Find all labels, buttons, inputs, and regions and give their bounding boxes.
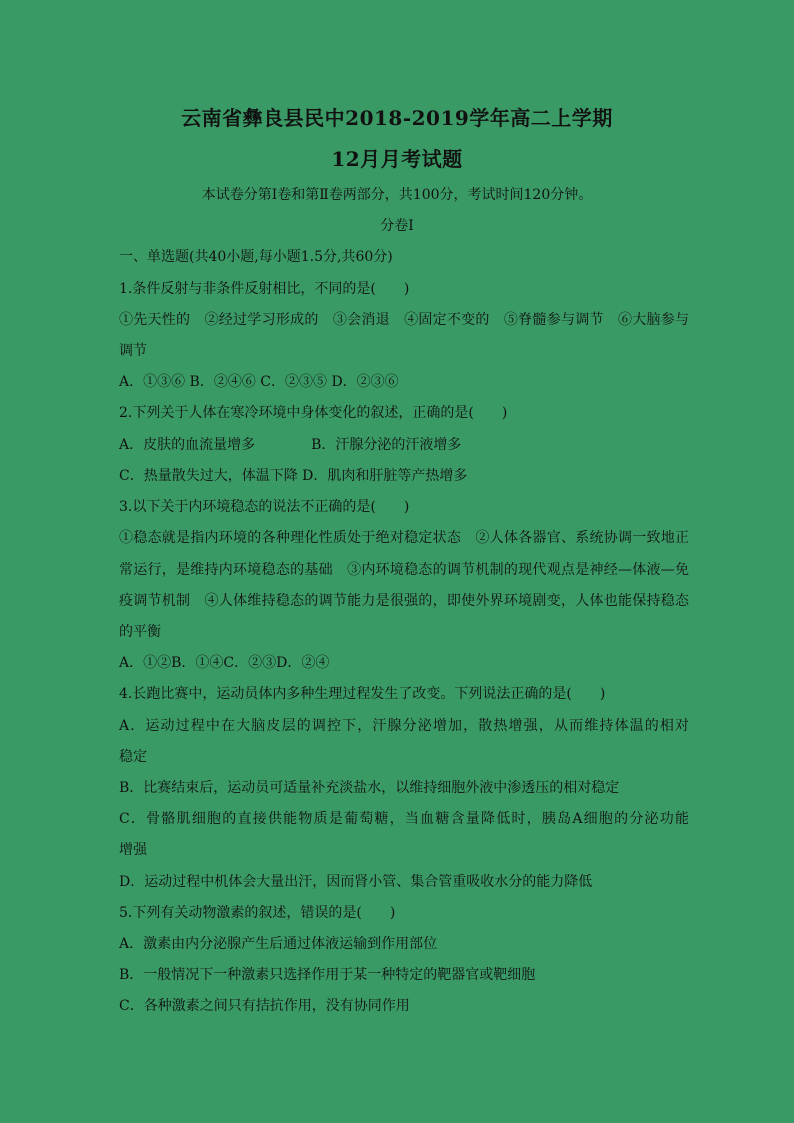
question-4-option-c-line1: C．骨骼肌细胞的直接供能物质是葡萄糖，当血糖含量降低时，胰岛A细胞的分泌功能 <box>119 811 689 827</box>
section-heading: 一、单选题(共40小题,每小题1.5分,共60分) <box>119 249 393 265</box>
question-2-options-line1: A．皮肤的血流量增多 B．汗腺分泌的汗液增多 <box>119 437 462 453</box>
question-2-stem: 2.下列关于人体在寒冷环境中身体变化的叙述，正确的是( ) <box>119 405 508 421</box>
exam-intro: 本试卷分第Ⅰ卷和第Ⅱ卷两部分，共100分，考试时间120分钟。 <box>201 187 593 203</box>
question-3-line2: 常运行，是维持内环境稳态的基础 ③内环境稳态的调节机制的现代观点是神经—体液—免 <box>119 562 689 578</box>
question-1-stem: 1.条件反射与非条件反射相比，不同的是( ) <box>119 281 410 297</box>
question-3-line3: 疫调节机制 ④人体维持稳态的调节能力是很强的，即使外界环境剧变，人体也能保持稳态 <box>119 593 689 609</box>
question-3-stem: 3.以下关于内环境稳态的说法不正确的是( ) <box>119 499 410 515</box>
question-1-items-line2: 调节 <box>119 343 147 359</box>
question-4-stem: 4.长跑比赛中，运动员体内多种生理过程发生了改变。下列说法正确的是( ) <box>119 686 606 702</box>
question-3-line1: ①稳态就是指内环境的各种理化性质处于绝对稳定状态 ②人体各器官、系统协调一致地正 <box>119 530 689 546</box>
question-5-option-b: B．一般情况下一种激素只选择作用于某一种特定的靶器官或靶细胞 <box>119 967 536 983</box>
part-label: 分卷I <box>380 218 414 234</box>
question-2-options-line2: C．热量散失过大，体温下降 D．肌肉和肝脏等产热增多 <box>119 468 468 484</box>
question-1-items-line1: ①先天性的 ②经过学习形成的 ③会消退 ④固定不变的 ⑤脊髓参与调节 ⑥大脑参与 <box>119 312 689 328</box>
question-1-options: A．①③⑥ B．②④⑥ C．②③⑤ D．②③⑥ <box>119 374 399 390</box>
question-5-option-a: A．激素由内分泌腺产生后通过体液运输到作用部位 <box>119 936 438 952</box>
question-3-line4: 的平衡 <box>119 624 161 640</box>
question-5-option-c: C．各种激素之间只有拮抗作用，没有协同作用 <box>119 998 410 1014</box>
question-4-option-a-line1: A．运动过程中在大脑皮层的调控下，汗腺分泌增加，散热增强，从而维持体温的相对 <box>119 718 689 734</box>
question-3-options: A．①②B．①④C．②③D．②④ <box>119 655 330 671</box>
question-4-option-d: D．运动过程中机体会大量出汗，因而肾小管、集合管重吸收水分的能力降低 <box>119 874 593 890</box>
question-5-stem: 5.下列有关动物激素的叙述，错误的是( ) <box>119 905 396 921</box>
exam-title-line1: 云南省彝良县民中2018-2019学年高二上学期 <box>181 106 613 130</box>
question-4-option-b: B．比赛结束后，运动员可适量补充淡盐水，以维持细胞外液中渗透压的相对稳定 <box>119 780 620 796</box>
question-4-option-a-line2: 稳定 <box>119 749 147 765</box>
question-4-option-c-line2: 增强 <box>119 842 147 858</box>
exam-title-line2: 12月月考试题 <box>331 147 463 171</box>
